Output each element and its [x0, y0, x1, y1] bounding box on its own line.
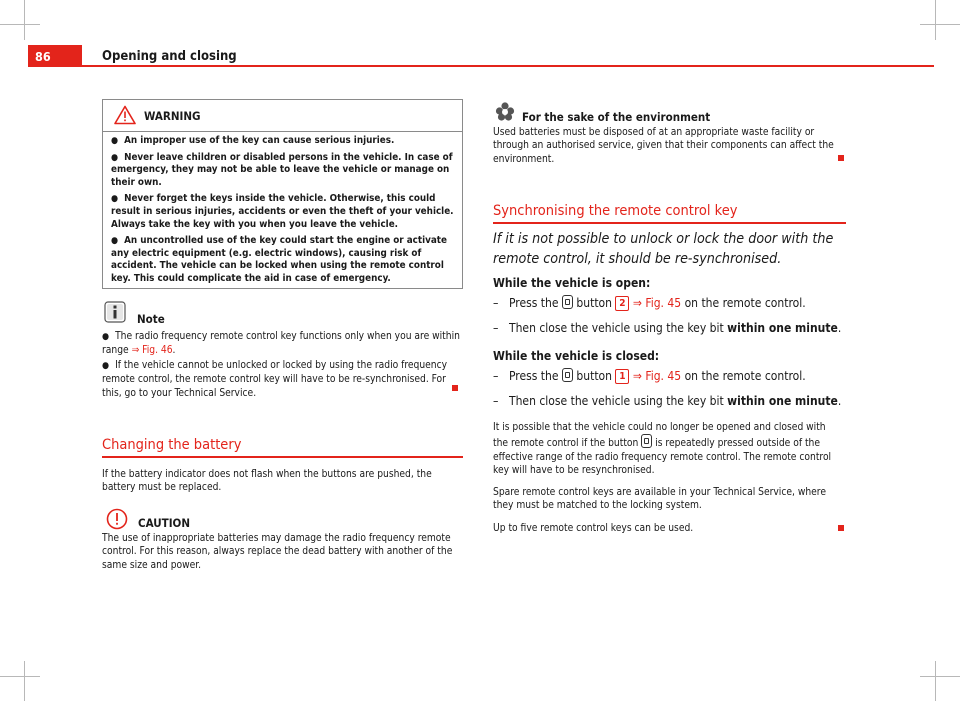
environment-icon — [494, 101, 516, 123]
environment-label: For the sake of the environment — [522, 110, 711, 124]
section-rule — [102, 456, 463, 458]
crop-mark — [920, 676, 960, 677]
warning-item: ● An uncontrolled use of the key could start the engine or activate any electric equipment (e.g. electric windows), causing risk of accident. The vehicle can be locked when using the remote control key. This could complicate the aid in case of emergency. — [111, 235, 447, 284]
note-item-1: ● The radio frequency remote control key functions only when you are within range ⇒ Fig. 46. — [102, 331, 460, 357]
note-icon — [104, 301, 126, 323]
figure-link[interactable]: ⇒ Fig. 45 — [632, 369, 682, 383]
warning-triangle-icon — [114, 105, 136, 125]
crop-mark — [935, 661, 936, 701]
battery-paragraph: If the battery indicator does not flash when the buttons are pushed, the battery must be replaced. — [102, 469, 432, 494]
open-heading: While the vehicle is open: — [493, 276, 651, 290]
crop-mark — [0, 676, 40, 677]
section-rule — [493, 222, 846, 224]
warning-header — [103, 100, 462, 132]
unlock-key-icon — [641, 434, 652, 448]
warning-item: ● An improper use of the key can cause serious injuries. — [111, 135, 395, 146]
closed-step-2: – Then close the vehicle using the key bit within one minute. — [493, 394, 842, 408]
open-step-2: – Then close the vehicle using the key bit within one minute. — [493, 321, 842, 335]
sync-paragraph-1: It is possible that the vehicle could no longer be opened and closed with the remote control if the button is repeatedly pressed outside of the effective range of the radio frequency remote control. The remote control key will have to be resynchronised. — [493, 422, 832, 476]
sync-paragraph-3: Up to five remote control keys can be used. — [493, 523, 694, 534]
figure-link[interactable]: ⇒ Fig. 45 — [632, 296, 682, 310]
note-item-2: ● If the vehicle cannot be unlocked or locked by using the radio frequency remote control, the remote control key will have to be re-synchronised. For this, go to your Technical Service. — [102, 360, 448, 399]
unlock-key-icon — [562, 368, 573, 382]
sync-paragraph-2: Spare remote control keys are available in your Technical Service, where they must be matched to the locking system. — [493, 487, 826, 512]
crop-mark — [920, 24, 960, 25]
end-mark — [838, 525, 844, 531]
section-title: Synchronising the remote control key — [493, 203, 738, 219]
crop-mark — [0, 24, 40, 25]
environment-paragraph: Used batteries must be disposed of at an appropriate waste facility or through an authorised service, given that their components can affect the environment. — [493, 127, 834, 165]
section-title: Changing the battery — [102, 437, 242, 453]
callout-number: 1 — [615, 369, 629, 384]
lock-key-icon — [562, 295, 573, 309]
caution-icon — [106, 508, 128, 530]
open-step-1: – Press the button 2 ⇒ Fig. 45 on the remote control. — [493, 296, 806, 310]
page-number: 86 — [28, 45, 82, 67]
callout-number: 2 — [615, 296, 629, 311]
closed-step-1: – Press the button 1 ⇒ Fig. 45 on the remote control. — [493, 369, 806, 383]
end-mark — [838, 155, 844, 161]
caution-paragraph: The use of inappropriate batteries may damage the radio frequency remote control. For this reason, always replace the dead battery with another of the same size and power. — [102, 533, 453, 571]
warning-label: WARNING — [144, 109, 201, 123]
warning-body — [103, 132, 462, 286]
caution-label: CAUTION — [138, 516, 191, 530]
crop-mark — [24, 661, 25, 701]
warning-box — [102, 99, 463, 289]
crop-mark — [24, 0, 25, 40]
header-rule — [82, 65, 934, 67]
end-mark — [452, 385, 458, 391]
warning-item: ● Never leave children or disabled persons in the vehicle. In case of emergency, they may not be able to leave the vehicle or manage on their own. — [111, 151, 453, 188]
warning-item: ● Never forget the keys inside the vehicle. Otherwise, this could result in serious injuries, accidents or even the theft of your vehicle. Always take the key with you when you leave the vehicle. — [111, 193, 454, 230]
closed-heading: While the vehicle is closed: — [493, 349, 660, 363]
figure-link[interactable]: ⇒ Fig. 46 — [131, 345, 173, 357]
sync-lead: If it is not possible to unlock or lock the door with the remote control, it should be re-synchronised. — [493, 231, 834, 267]
note-label: Note — [137, 312, 165, 326]
crop-mark — [935, 0, 936, 40]
page-title: Opening and closing — [102, 49, 237, 64]
